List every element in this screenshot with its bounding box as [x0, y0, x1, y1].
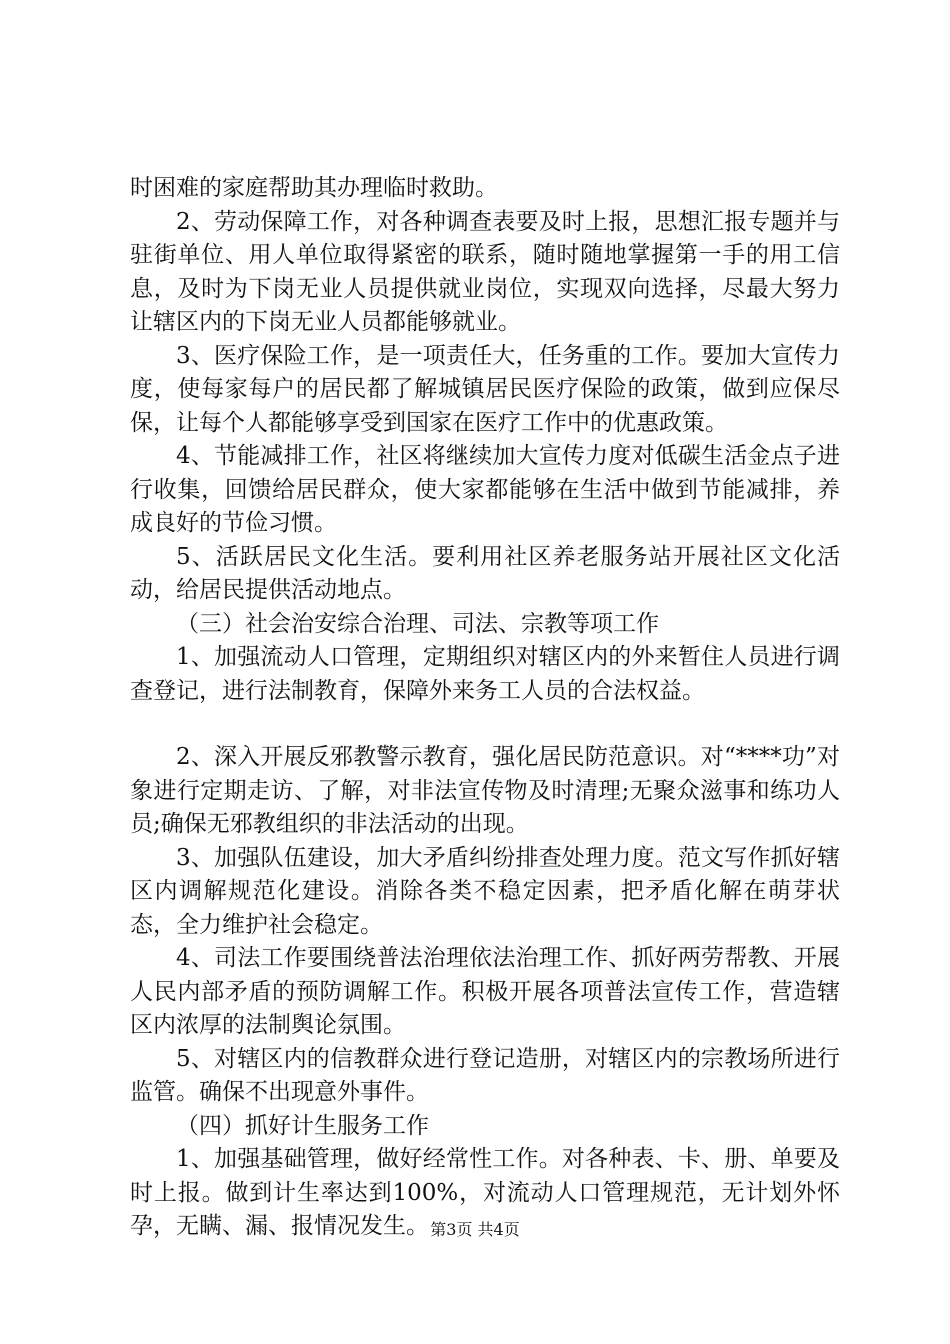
paragraph-cultural-life: 5、活跃居民文化生活。要利用社区养老服务站开展社区文化活动，给居民提供活动地点。: [130, 543, 840, 603]
paragraph-continuation: 时困难的家庭帮助其办理临时救助。: [130, 175, 498, 201]
paragraph-medical-insurance: 3、医疗保险工作，是一项责任大，任务重的工作。要加大宣传力度，使每家每户的居民都了解城镇居民医疗保险的政策，做到应保尽保，让每个人都能够享受到国家在医疗工作中的优惠政策。: [130, 342, 840, 436]
paragraph-judicial-work: 4、司法工作要围绕普法治理依法治理工作、抓好两劳帮教、开展人民内部矛盾的预防调解工作。积极开展各项普法宣传工作，营造辖区内浓厚的法制舆论氛围。: [130, 945, 840, 1038]
section-heading-4: （四）抓好计生服务工作: [176, 1112, 429, 1139]
page-footer: 第3页 共4页: [430, 1220, 520, 1239]
paragraph-energy-saving: 4、节能减排工作，社区将继续加大宣传力度对低碳生活金点子进行收集，回馈给居民群众，使大家都能够在生活中做到节能减排，养成良好的节俭习惯。: [130, 443, 840, 536]
paragraph-labor-security: 2、劳动保障工作，对各种调查表要及时上报，思想汇报专题并与驻街单位、用人单位取得紧密的联系，随时随地掌握第一手的用工信息，及时为下岗无业人员提供就业岗位，实现双向选择，尽最大努力让辖区内的下岗无业人员都能够就业。: [130, 208, 840, 335]
paragraph-anti-cult: 2、深入开展反邪教警示教育，强化居民防范意识。对“****功”对象进行定期走访、了解，对非法宣传物及时清理;无聚众滋事和练功人员;确保无邪教组织的非法活动的出现。: [130, 744, 840, 837]
paragraph-floating-population: 1、加强流动人口管理，定期组织对辖区内的外来暂住人员进行调查登记，进行法制教育，保障外来务工人员的合法权益。: [130, 644, 840, 704]
document-body: [130, 172, 840, 1244]
section-heading-3: （三）社会治安综合治理、司法、宗教等项工作: [176, 610, 659, 637]
paragraph-gap: [130, 708, 840, 741]
paragraph-religion: 5、对辖区内的信教群众进行登记造册，对辖区内的宗教场所进行监管。确保不出现意外事件。: [130, 1045, 840, 1105]
paragraph-team-building: 3、加强队伍建设，加大矛盾纠纷排查处理力度。范文写作抓好辖区内调解规范化建设。消除各类不稳定因素，把矛盾化解在萌芽状态，全力维护社会稳定。: [130, 844, 840, 938]
paragraph-basic-management: 1、加强基础管理，做好经常性工作。对各种表、卡、册、单要及时上报。做到计生率达到100%，对流动人口管理规范，无计划外怀孕，无瞒、漏、报情况发生。: [130, 1146, 840, 1239]
